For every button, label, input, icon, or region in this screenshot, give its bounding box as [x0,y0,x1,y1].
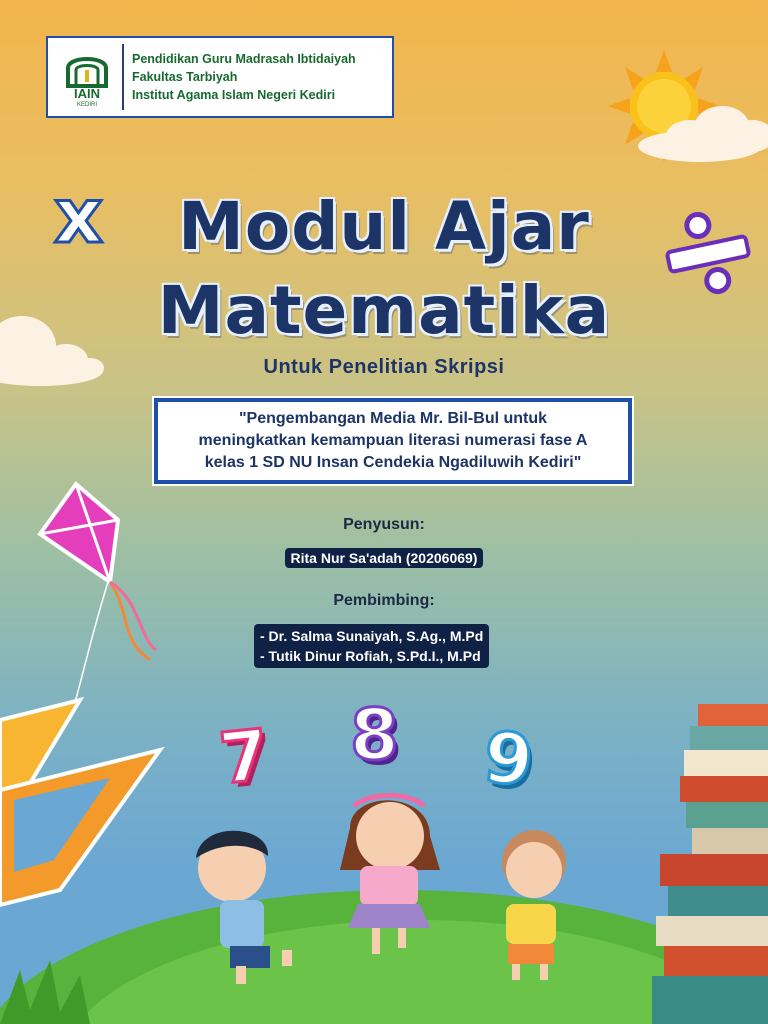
institute-name: Institut Agama Islam Negeri Kediri [132,88,336,102]
program-name: Pendidikan Guru Madrasah Ibtidaiyah [132,52,356,66]
advisor-2: - Tutik Dinur Rofiah, S.Pd.I., M.Pd [260,646,483,666]
author-row [0,548,768,567]
svg-text:KEDIRI: KEDIRI [76,102,98,108]
subtitle: Untuk Penelitian Skripsi [263,356,505,378]
advisors-list [254,624,489,668]
advisor-1: - Dr. Salma Sunaiyah, S.Ag., M.Pd [260,628,484,644]
books-icon [652,704,768,1024]
research-title-line-3: kelas 1 SD NU Insan Cendekia Ngadiluwih Kediri" [204,454,582,471]
title-line-2: Matematika [157,272,611,349]
institution-text [132,50,356,104]
advisors-label: Pembimbing: [333,592,435,609]
title-line-1: Modul Ajar [178,188,590,265]
research-title-box [154,398,632,484]
multiply-icon: x [54,171,104,260]
iain-kediri-logo [58,46,116,108]
author-label: Penyusun: [343,516,425,533]
header-divider [122,44,124,110]
faculty-name: Fakultas Tarbiyah [132,70,238,84]
author-name: Rita Nur Sa'adah (20206069) [285,548,484,568]
svg-text:IAIN: IAIN [74,86,100,101]
number-9: 9 [479,715,537,803]
institution-header [46,36,394,118]
set-square-icon [0,700,160,905]
number-8: 8 [350,694,399,776]
number-7: 7 [215,713,273,801]
research-title-line-1: "Pengembangan Media Mr. Bil-Bul untuk [238,410,548,427]
research-title-line-2: meningkatkan kemampuan literasi numerasi fase A [198,432,588,449]
